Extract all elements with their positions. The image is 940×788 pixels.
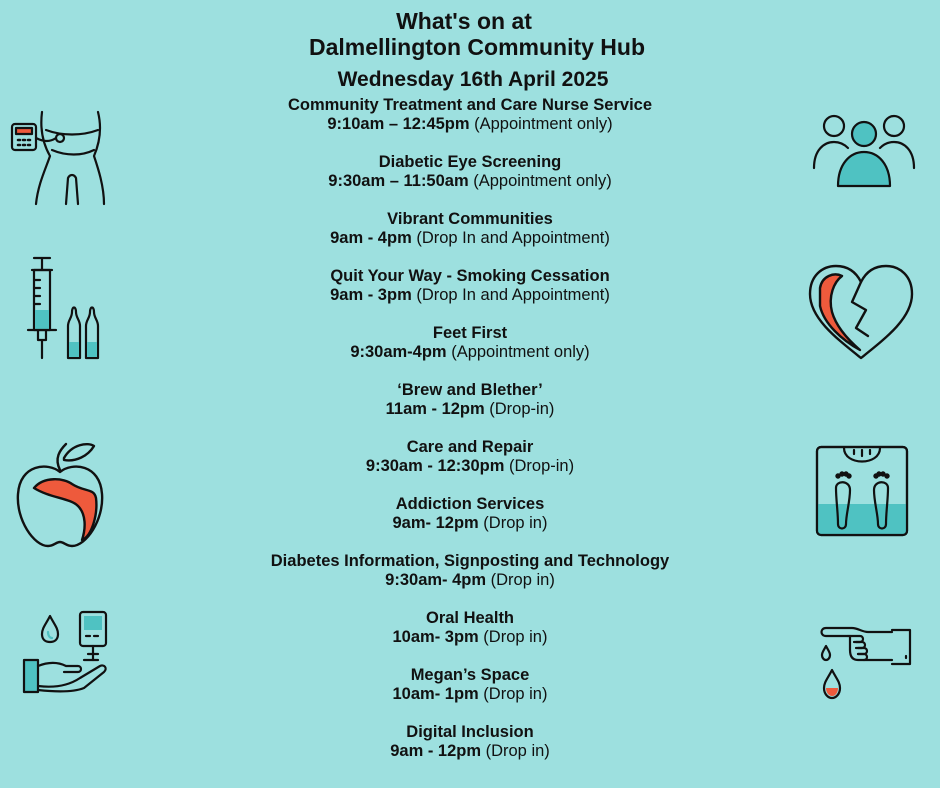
event-note: (Drop in) <box>478 514 548 532</box>
event-time-line <box>0 571 940 590</box>
event-name: Community Treatment and Care Nurse Service <box>287 96 653 114</box>
event-note: (Appointment only) <box>468 172 612 190</box>
event-item <box>0 666 940 723</box>
event-name: Digital Inclusion <box>406 723 534 741</box>
event-note: (Appointment only) <box>469 115 613 133</box>
event-time-line <box>0 400 940 419</box>
event-item <box>0 723 940 780</box>
finger-blood-drop-icon <box>818 620 914 706</box>
event-time-line <box>0 685 940 704</box>
event-note: (Drop In and Appointment) <box>411 286 610 304</box>
event-item <box>0 210 940 267</box>
event-name: Addiction Services <box>395 495 545 513</box>
broken-heart-icon <box>806 262 916 362</box>
weighing-scale-icon <box>814 444 910 538</box>
event-time-line <box>0 172 940 191</box>
event-name: Quit Your Way - Smoking Cessation <box>330 267 610 285</box>
event-item <box>0 96 940 153</box>
event-time: 10am- 1pm <box>392 685 479 703</box>
event-name: Vibrant Communities <box>387 210 553 228</box>
event-time-line <box>0 229 940 248</box>
event-time-line <box>0 457 940 476</box>
event-time: 11am - 12pm <box>385 400 485 418</box>
event-date: Wednesday 16th April 2025 <box>337 68 609 91</box>
event-time: 9:30am – 11:50am <box>328 172 469 190</box>
event-time: 10am- 3pm <box>392 628 479 646</box>
event-name: Oral Health <box>425 609 515 627</box>
event-note: (Drop in) <box>478 685 548 703</box>
event-note: (Drop in) <box>478 628 548 646</box>
event-time-line <box>0 115 940 134</box>
event-name: Diabetic Eye Screening <box>378 153 562 171</box>
glucose-test-hand-icon <box>20 610 112 694</box>
event-item <box>0 438 940 495</box>
event-time-line <box>0 514 940 533</box>
event-name: Diabetes Information, Signposting and Technology <box>270 552 670 570</box>
event-item <box>0 324 940 381</box>
event-item <box>0 381 940 438</box>
event-time-line <box>0 742 940 761</box>
event-time-line <box>0 286 940 305</box>
event-item <box>0 267 940 324</box>
event-note: (Drop-in) <box>484 400 555 418</box>
event-note: (Appointment only) <box>446 343 590 361</box>
event-item <box>0 153 940 210</box>
event-time: 9am - 4pm <box>330 229 412 247</box>
title-line-2: Dalmellington Community Hub <box>308 34 646 60</box>
event-item <box>0 552 940 609</box>
event-item <box>0 495 940 552</box>
people-group-icon <box>812 110 916 190</box>
events-list <box>0 96 940 780</box>
title-line-1: What's on at <box>396 8 532 34</box>
event-time: 9am - 3pm <box>330 286 412 304</box>
event-time: 9:30am-4pm <box>350 343 447 361</box>
event-time: 9am - 12pm <box>390 742 482 760</box>
event-note: (Drop in) <box>486 571 555 589</box>
event-note: (Drop in) <box>481 742 550 760</box>
event-note: (Drop In and Appointment) <box>411 229 610 247</box>
event-name: Feet First <box>432 324 508 342</box>
event-time: 9:10am – 12:45pm <box>327 115 470 133</box>
event-time: 9:30am - 12:30pm <box>365 457 505 475</box>
event-name: Megan’s Space <box>410 666 530 684</box>
event-time: 9am- 12pm <box>392 514 479 532</box>
apple-icon <box>14 440 106 550</box>
event-time: 9:30am- 4pm <box>385 571 487 589</box>
event-name: ‘Brew and Blether’ <box>397 381 543 399</box>
syringe-vials-icon <box>20 254 100 362</box>
waist-monitor-icon <box>10 108 110 208</box>
event-note: (Drop-in) <box>504 457 575 475</box>
header <box>0 8 940 92</box>
event-item <box>0 609 940 666</box>
event-time-line <box>0 343 940 362</box>
event-time-line <box>0 628 940 647</box>
event-name: Care and Repair <box>406 438 534 456</box>
